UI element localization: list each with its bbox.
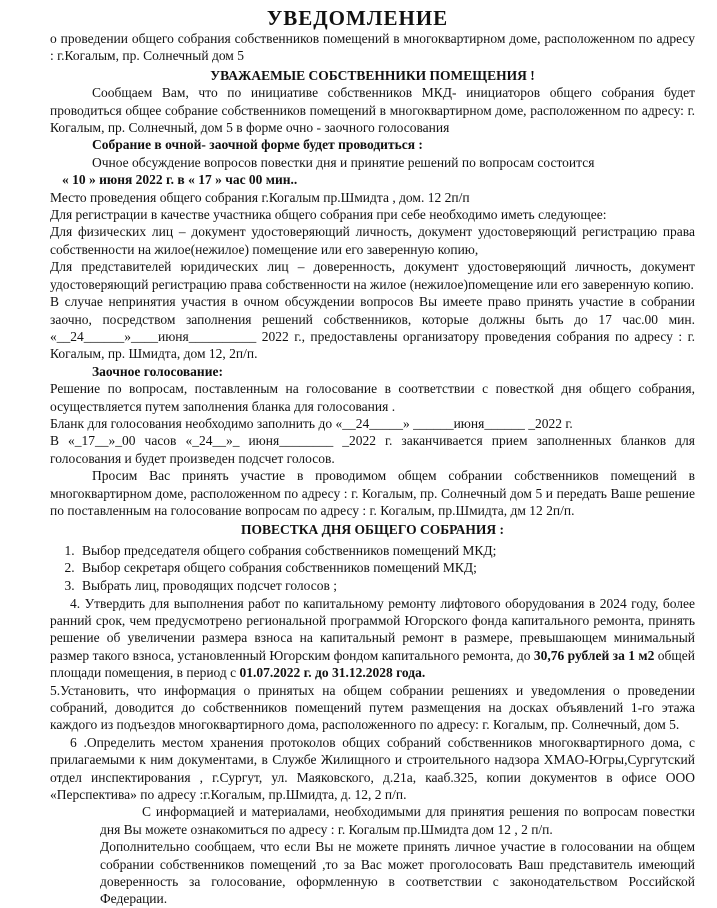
absent-participation: В случае непринятия участия в очном обсуждении вопросов Вы имеете право принять участие в собрании заочно, посредством заполнения решений собственников, которые должны быть до 17 час.00 мин. «__24______»____июня__________ 2022 г., предоставлены организатору проведения собрания по адресу : г. Когалым, пр. Шмидта, дом 12, 2п/п.: [50, 294, 695, 362]
legal-reps-requirements: Для представителей юридических лиц – доверенность, документ удостоверяющий личность, документ удостоверяющий регистрацию права собственности на жилое (нежилое)помещение или его заверенную копию.: [50, 259, 695, 292]
agenda-item-5: 5.Установить, что информация о принятых на общем собрании решениях и уведомления о проведении собраний, доводится до собственников помещений путем размещения на досках объявлений 1-го этажа каждого из подъездов многоквартирного дома, расположенного по адресу: г. Когалым, пр. Солнечный, дом 5.: [50, 682, 695, 733]
agenda-list: [50, 542, 695, 595]
registration-requirements: Для регистрации в качестве участника общего собрания при себе необходимо иметь следующее:: [50, 207, 607, 223]
absentee-text-2: Бланк для голосования необходимо заполнить до «__24_____» ______июня______ _2022 г.: [50, 415, 573, 431]
closing-proxy: Дополнительно сообщаем, что если Вы не можете принять личное участие в голосовании на общем собрании собственников помещений ,то за Вас может проголосовать Ваш представитель имеющий доверенность за голосование, оформленную в соответствии с законодательством Российской Федерации.: [100, 839, 695, 907]
item4-amount: 30,76 рублей за 1 м2: [533, 647, 655, 663]
agenda-item: 1. Выбор председателя общего собрания собственников помещений МКД;: [78, 542, 695, 560]
agenda-item: 3. Выбрать лиц, проводящих подсчет голосов ;: [78, 577, 695, 595]
item4-text-b: общей площади помещения, в период с: [50, 647, 695, 681]
greeting-heading: УВАЖАЕМЫЕ СОБСТВЕННИКИ ПОМЕЩЕНИЯ !: [210, 67, 535, 83]
document-title: УВЕДОМЛЕНИЕ: [266, 6, 449, 30]
absentee-text-3: В «_17__»_00 часов «_24__»_ июня________ _2022 г. заканчивается прием заполненных бланков для голосования и будет произведен подсчет голосов.: [50, 433, 695, 466]
closing-info: С информацией и материалами, необходимыми для принятия решения по вопросам повестки дня Вы можете ознакомиться по адресу : г. Когалым пр.Шмидта дом 12 , 2 п/п.: [100, 804, 695, 837]
absentee-text-1: Решение по вопросам, поставленным на голосование в соответствии с повесткой дня общего собрания, осуществляется путем заполнения бланка для голосования .: [50, 381, 695, 414]
meeting-form-heading: Собрание в очной- заочной форме будет проводиться :: [92, 137, 423, 153]
intro-text: о проведении общего собрания собственников помещений в многоквартирном доме, расположенном по адресу : г.Когалым, пр. Солнечный дом 5: [50, 31, 695, 64]
agenda-item-4: [50, 595, 695, 682]
meeting-place: Место проведения общего собрания г.Когалым пр.Шмидта , дом. 12 2п/п: [50, 189, 470, 205]
item4-text-a: 4. Утвердить для выполнения работ по капитальному ремонту лифтового оборудования в 2024 году, более ранний срок, чем предусмотрено региональной программой Югорского фонда капитального ремонта, принять решение об увеличении размера взноса на капитальный ремонт в размере, превышающем минимальный размер такого взноса, установленный Югорским фондом капитального ремонта, до: [50, 595, 695, 663]
agenda-heading: ПОВЕСТКА ДНЯ ОБЩЕГО СОБРАНИЯ :: [240, 522, 505, 538]
item4-period: 01.07.2022 г. до 31.12.2028 года.: [239, 665, 426, 681]
announcement-text: Сообщаем Вам, что по инициативе собственников МКД- инициаторов общего собрания будет проводиться общее собрание собственников помещений в многоквартирном доме, расположенном по адресу: г. Когалым, пр. Солнечный, дом 5 в форме очно - заочного голосования: [50, 85, 695, 136]
agenda-item-6: 6 .Определить местом хранения протоколов общих собраний собственников многоквартирного дома, с прилагаемыми к ним документами, в Службе Жилищного и строительного надзора ХМАО-Югры,Сургутский отдел инспектирования , г.Сургут, ул. Маяковского, д.21а, кааб.325, копии документов в офисе ООО «Перспектива» по адресу :г.Когалым, пр.Шмидта, д. 12, 2 п/п.: [50, 734, 695, 803]
individuals-requirements: Для физических лиц – документ удостоверяющий личность, документ удостоверяющий регистрацию права собственности на жилое(нежилое) помещение или его заверенную копию,: [50, 224, 695, 257]
absentee-heading: Заочное голосование:: [92, 363, 223, 379]
in-person-line: Очное обсуждение вопросов повестки дня и принятие решений по вопросам состоится: [92, 154, 595, 170]
absentee-text-4: Просим Вас принять участие в проводимом общем собрании собственников помещений в многоквартирном доме, расположенном по адресу : г. Когалым, пр. Солнечный дом 5 и передать Ваше решение по поставленным на голосование вопросам по адресу : г. Когалым, пр.Шмидта, дм 12 2п/п.: [50, 468, 695, 518]
agenda-item: 2. Выбор секретаря общего собрания собственников помещений МКД;: [78, 559, 695, 577]
in-person-date: « 10 » июня 2022 г. в « 17 » час 00 мин..: [62, 172, 298, 188]
